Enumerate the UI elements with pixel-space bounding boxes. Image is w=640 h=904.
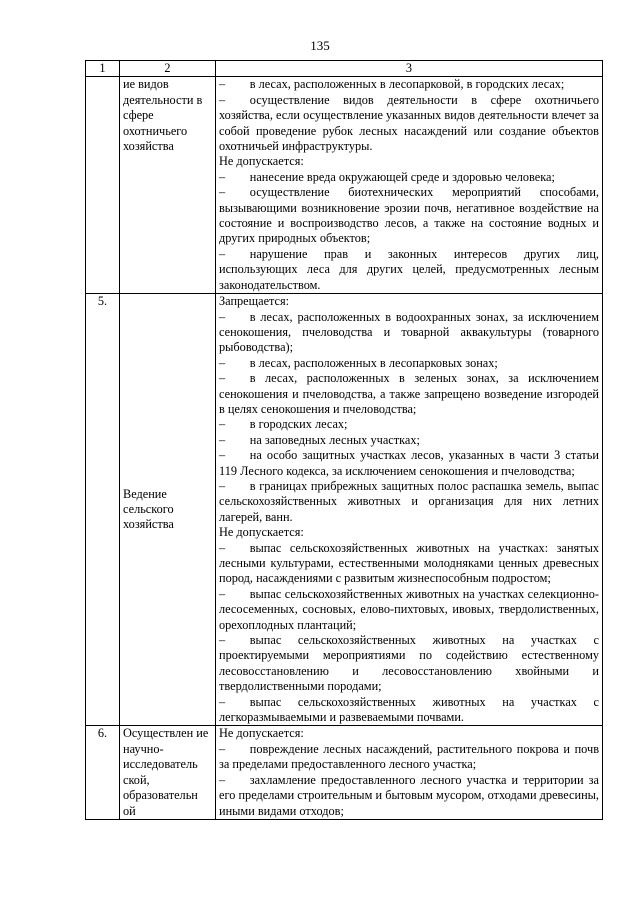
- restriction-paragraph: – на особо защитных участках лесов, указанных в части 3 статьи 119 Лесного кодекса, за исключением сенокошения и пчеловодства;: [219, 448, 599, 478]
- row-activity: Ведение сельского хозяйства: [120, 294, 216, 726]
- header-cell-restrictions: 3: [216, 61, 603, 77]
- table-row-hunting: [86, 77, 603, 294]
- row-activity: Осуществлен ие научно-исследователь ской, образовательн ой: [120, 726, 216, 819]
- restriction-paragraph: – захламление предоставленного лесного участка и территории за его пределами строительным и бытовым мусором, отходами древесины, иными видами отходов;: [219, 772, 599, 818]
- restriction-paragraph: – в лесах, расположенных в лесопарковой, в городских лесах;: [219, 77, 565, 92]
- row-number: 5.: [86, 294, 120, 726]
- restriction-paragraph: – в городских лесах;: [219, 417, 348, 432]
- restriction-paragraph: – выпас сельскохозяйственных животных на участках: занятых лесными культурами, естественными молодняками ценных древесных пород, насаждениями с развитым жизнеспособным подростом;: [219, 540, 599, 586]
- restriction-paragraph: – на заповедных лесных участках;: [219, 432, 420, 447]
- restriction-heading: Не допускается:: [219, 154, 304, 169]
- table-row-research: [86, 726, 603, 819]
- header-cell-activity: 2: [120, 61, 216, 77]
- restriction-paragraph: – в лесах, расположенных в водоохранных зонах, за исключением сенокошения, пчеловодства и товарной аквакультуры (товарного рыбоводства);: [219, 309, 599, 355]
- row-number: 6.: [86, 726, 120, 819]
- regulation-table: [85, 60, 603, 820]
- restriction-paragraph: – выпас сельскохозяйственных животных на участках с легкоразмываемыми и развеваемыми почвами.: [219, 694, 599, 725]
- restriction-paragraph: – осуществление биотехнических мероприятий способами, вызывающими возникновение эрозии почв, негативное воздействие на состояние и воспроизводство лесов, а также на состояние водных и других природных объектов;: [219, 185, 599, 246]
- page-number: 135: [310, 38, 330, 53]
- header-cell-number: 1: [86, 61, 120, 77]
- restriction-paragraph: – осуществление видов деятельности в сфере охотничьего хозяйства, если осуществление указанных видов деятельности влечет за собой проведение рубок лесных насаждений или создание объектов охотничьей инфраструктуры.: [219, 92, 599, 154]
- table-header-row: [86, 61, 603, 77]
- restriction-paragraph: – в границах прибрежных защитных полос распашка земель, выпас сельскохозяйственных животных и организация для них летних лагерей, ванн.: [219, 478, 599, 524]
- row-number: [86, 77, 120, 294]
- row-activity: ие видов деятельности в сфере охотничьего хозяйства: [120, 77, 216, 294]
- restriction-paragraph: – в лесах, расположенных в зеленых зонах, за исключением сенокошения и пчеловодства, а также запрещено возведение изгородей в целях сенокошения и пчеловодства;: [219, 371, 599, 416]
- restriction-paragraph: – выпас сельскохозяйственных животных на участках селекционно-лесосеменных, сосновых, елово-пихтовых, ивовых, твердолиственных, орехоплодных плантаций;: [219, 586, 599, 632]
- restriction-paragraph: – повреждение лесных насаждений, растительного покрова и почв за пределами предоставленного лесного участка;: [219, 741, 599, 772]
- restriction-heading: Не допускается:: [219, 726, 304, 741]
- row-restrictions: [216, 77, 603, 294]
- row-restrictions: [216, 726, 603, 819]
- table-row-agriculture: [86, 294, 603, 726]
- restriction-paragraph: – нанесение вреда окружающей среде и здоровью человека;: [219, 169, 555, 184]
- restriction-paragraph: – в лесах, расположенных в лесопарковых зонах;: [219, 355, 498, 370]
- restriction-heading: Не допускается:: [219, 525, 304, 540]
- row-restrictions: [216, 294, 603, 726]
- restriction-paragraph: – выпас сельскохозяйственных животных на участках с проектируемыми мероприятиями по содействию естественному лесовосстановлению и лесовосстановлению хвойными и твердолиственными породами;: [219, 633, 599, 694]
- restriction-paragraph: – нарушение прав и законных интересов других лиц, использующих леса для других целей, предусмотренных лесным законодательством.: [219, 246, 599, 292]
- restriction-heading: Запрещается:: [219, 294, 290, 309]
